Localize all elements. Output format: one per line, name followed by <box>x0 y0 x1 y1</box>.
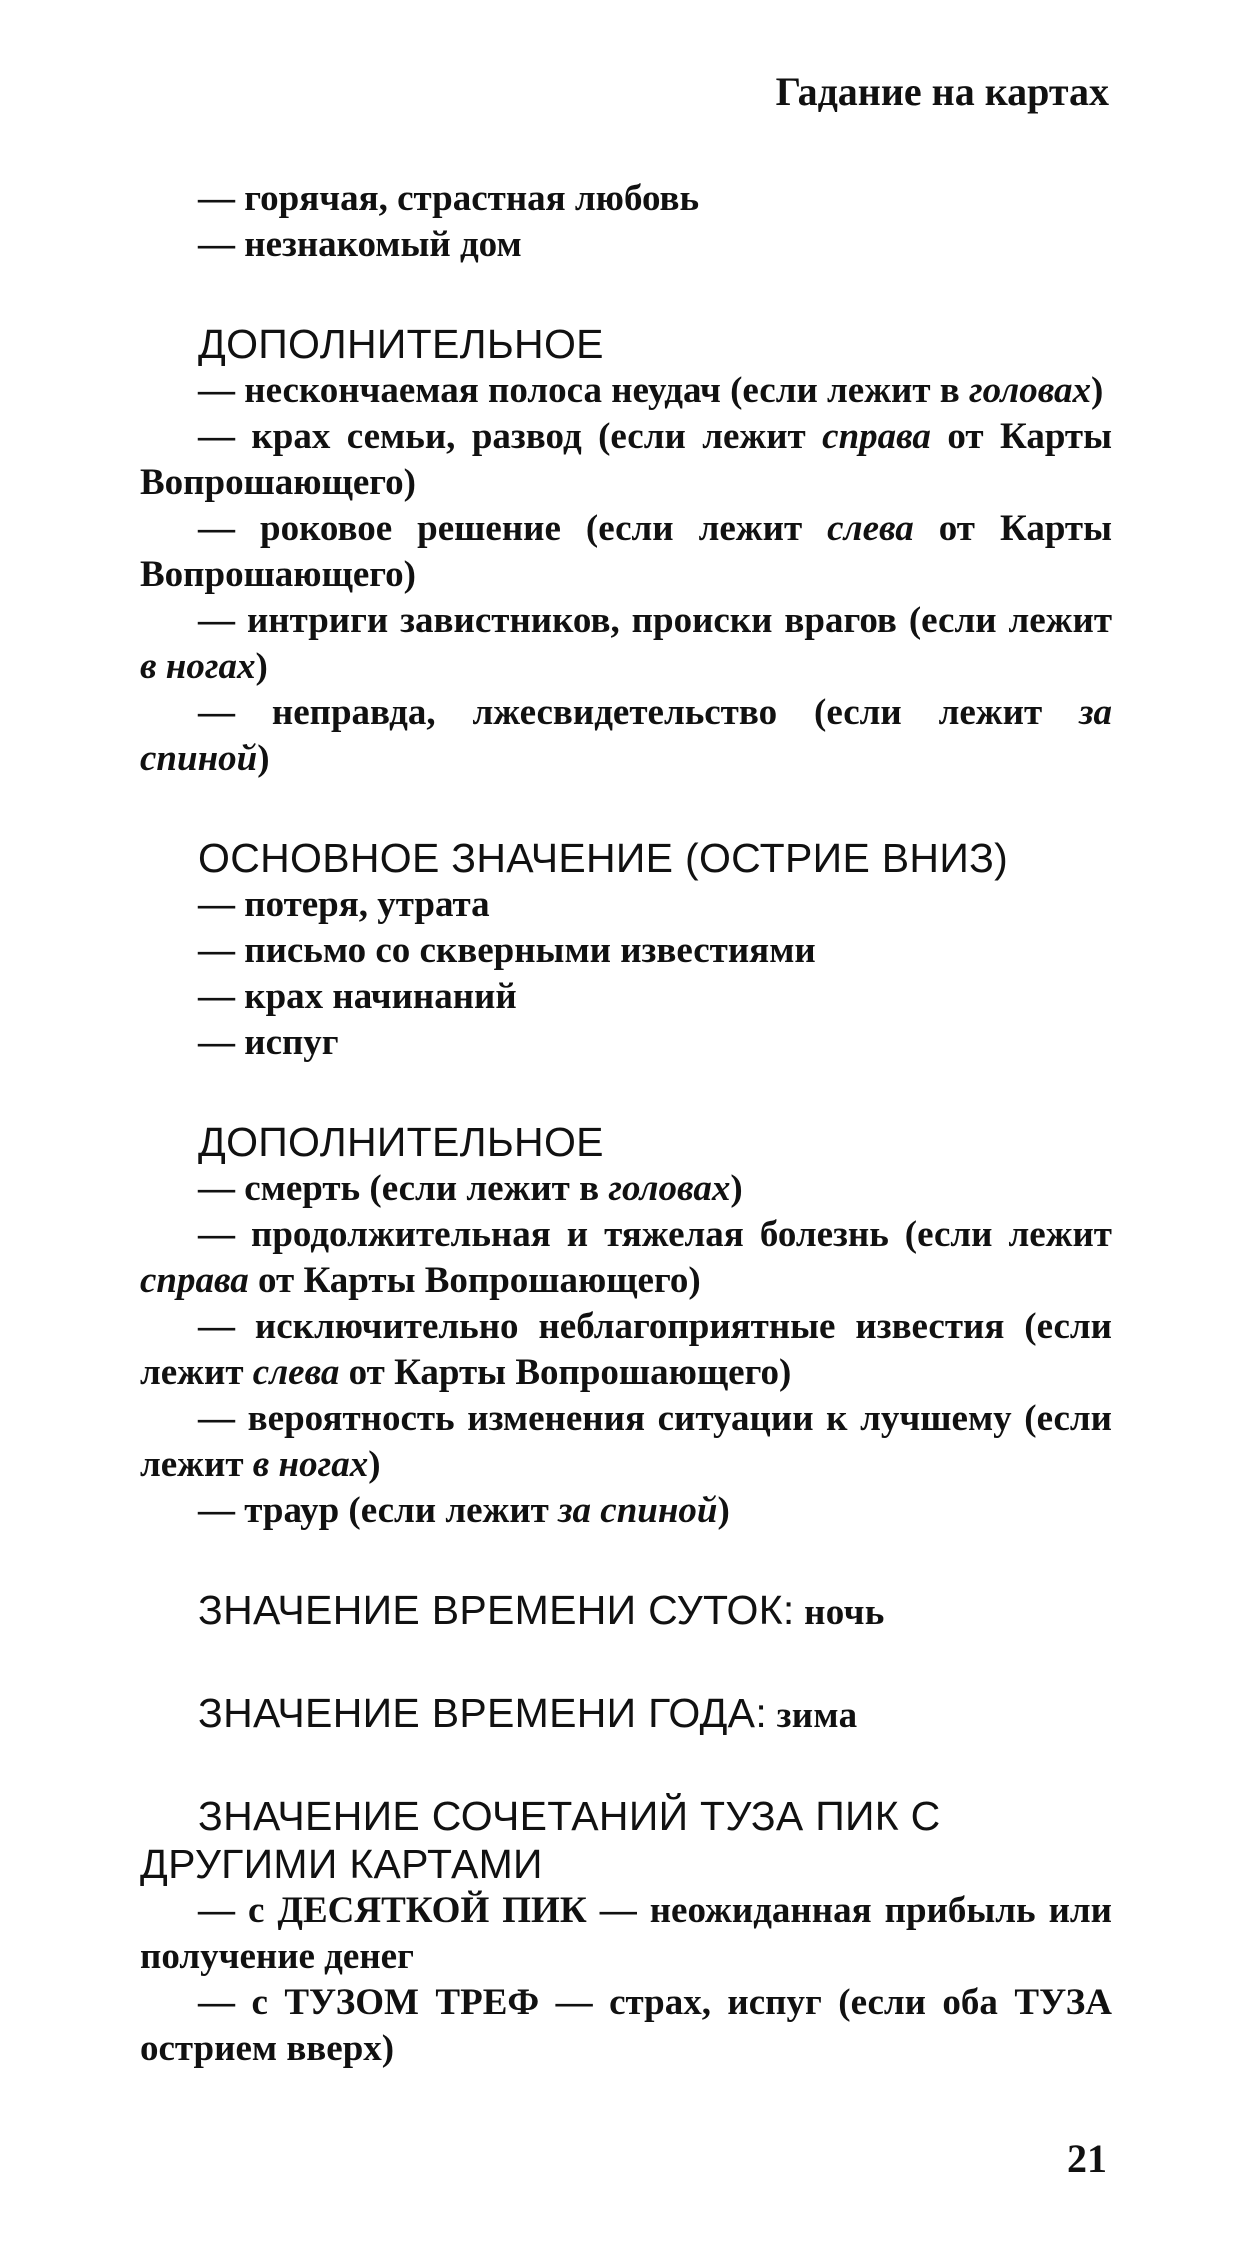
list-item: — интриги завистников, происки врагов (если лежит в ногах) <box>140 600 1112 687</box>
section-heading: ДОПОЛНИТЕЛЬНОЕ <box>198 321 604 367</box>
list-item: — смерть (если лежит в головах) <box>198 1168 743 1209</box>
list-item: — нескончаемая полоса неудач (если лежит в головах) <box>198 370 1104 411</box>
running-header: Гадание на картах <box>775 69 1109 114</box>
list-item: — письмо со скверными известиями <box>198 930 816 971</box>
season-line: ЗНАЧЕНИЕ ВРЕМЕНИ ГОДА: зима <box>198 1690 858 1736</box>
list-item: — с ТУЗОМ ТРЕФ — страх, испуг (если оба ТУЗА острием вверх) <box>140 1982 1112 2069</box>
list-item: — исключительно неблагоприятные известия (если лежит слева от Карты Вопрошающего) <box>140 1306 1112 1393</box>
page-number: 21 <box>1067 2136 1107 2181</box>
time-of-day-line: ЗНАЧЕНИЕ ВРЕМЕНИ СУТОК: ночь <box>198 1587 885 1633</box>
list-item: — траур (если лежит за спиной) <box>198 1490 730 1531</box>
list-item: — незнакомый дом <box>198 224 522 265</box>
list-item: — крах начинаний <box>198 976 517 1017</box>
list-item: — горячая, страстная любовь <box>198 178 700 219</box>
section-heading: ДОПОЛНИТЕЛЬНОЕ <box>198 1119 604 1165</box>
list-item: — роковое решение (если лежит слева от Карты Вопрошающего) <box>140 508 1112 595</box>
list-item: — крах семьи, развод (если лежит справа от Карты Вопрошающего) <box>140 416 1112 503</box>
list-item: — продолжительная и тяжелая болезнь (если лежит справа от Карты Вопрошающего) <box>140 1214 1112 1301</box>
page-content <box>140 176 1112 2072</box>
list-item: — вероятность изменения ситуации к лучшему (если лежит в ногах) <box>140 1398 1112 1485</box>
section-heading: ЗНАЧЕНИЕ СОЧЕТАНИЙ ТУЗА ПИК С ДРУГИМИ КАРТАМИ <box>140 1793 941 1887</box>
list-item: — неправда, лжесвидетельство (если лежит за спиной) <box>140 692 1112 779</box>
list-item: — с ДЕСЯТКОЙ ПИК — неожиданная прибыль или получение денег <box>140 1890 1112 1977</box>
list-item: — потеря, утрата <box>198 884 490 925</box>
section-heading: ОСНОВНОЕ ЗНАЧЕНИЕ (ОСТРИЕ ВНИЗ) <box>198 835 1009 881</box>
list-item: — испуг <box>198 1022 339 1063</box>
